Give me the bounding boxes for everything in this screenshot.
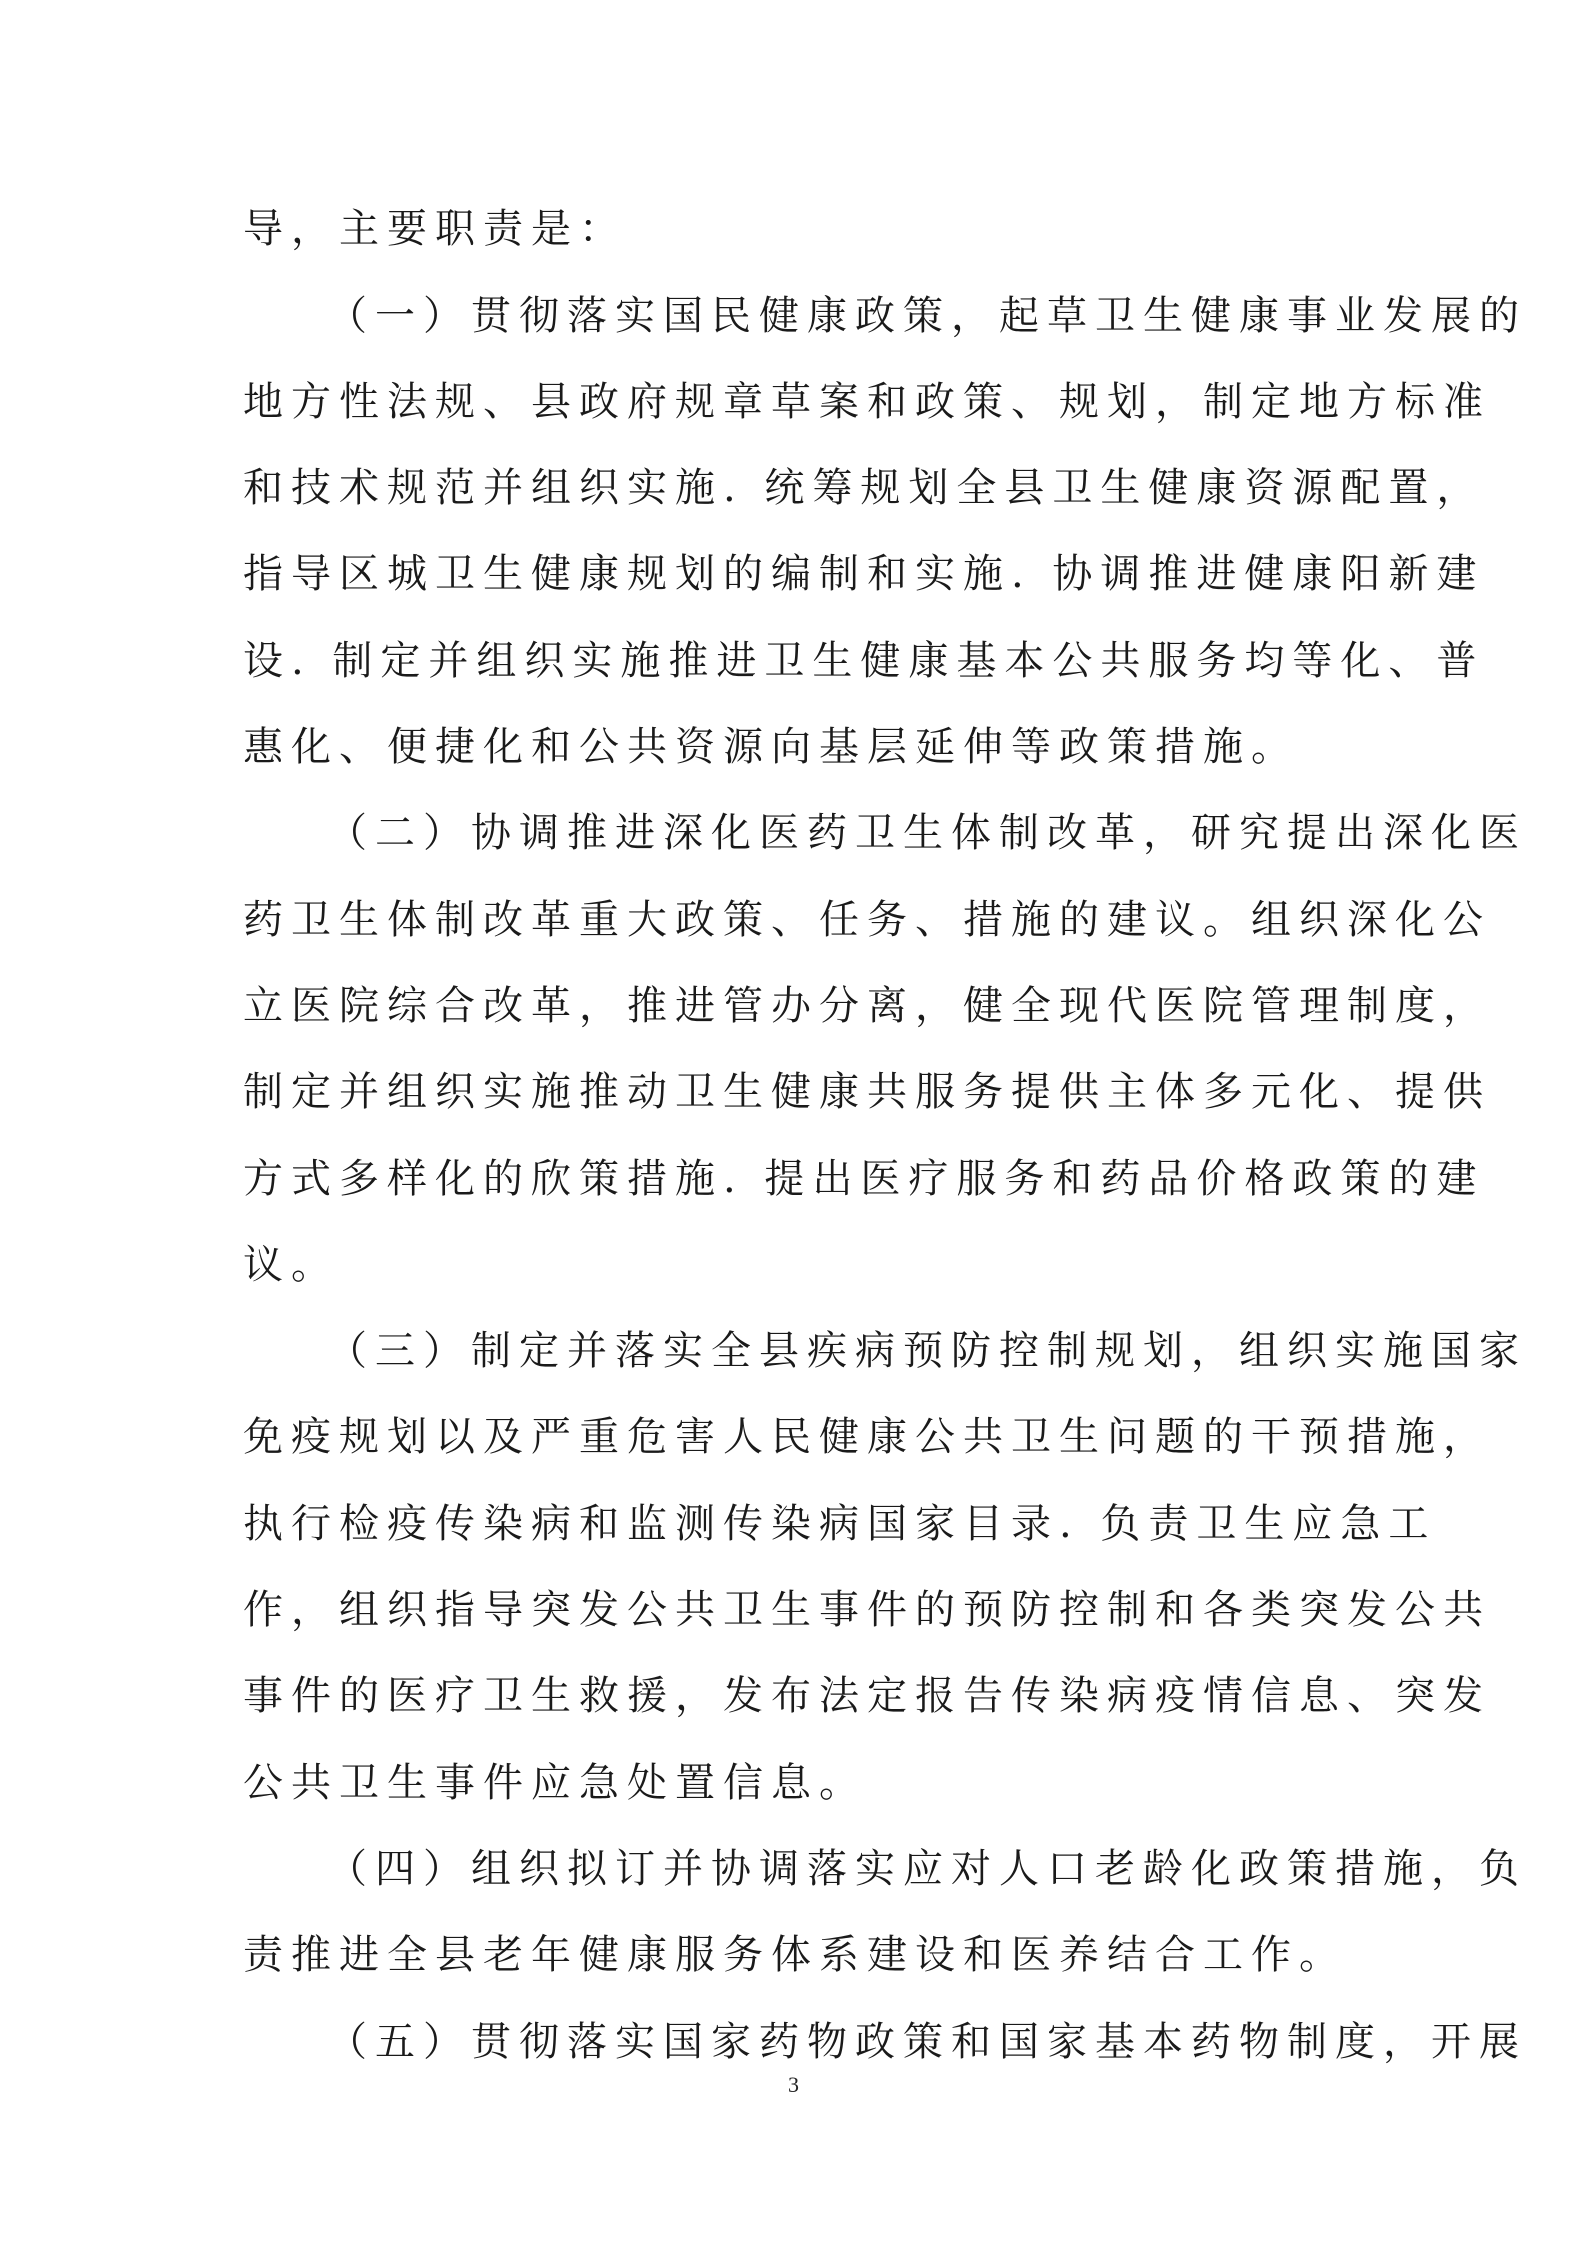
text-line: 地方性法规、县政府规章草案和政策、规划，制定地方标准	[243, 379, 1491, 425]
section-1-heading-line: （一）贯彻落实国民健康政策，起草卫生健康事业发展的	[327, 293, 1527, 339]
text-line: 设. 制定并组织实施推进卫生健康基本公共服务均等化、普	[243, 638, 1485, 684]
text-line: 作，组织指导突发公共卫生事件的预防控制和各类突发公共	[243, 1587, 1491, 1633]
text-line: 免疫规划以及严重危害人民健康公共卫生问题的干预措施，	[243, 1414, 1491, 1460]
section-5-heading-line: （五）贯彻落实国家药物政策和国家基本药物制度，开展	[327, 2019, 1527, 2065]
text-line: 议。	[243, 1242, 339, 1288]
text-line: 惠化、便捷化和公共资源向基层延伸等政策措施。	[243, 724, 1299, 770]
text-line: 指导区城卫生健康规划的编制和实施. 协调推进健康阳新建	[243, 551, 1485, 597]
text-line: 和技术规范并组织实施. 统筹规划全县卫生健康资源配置，	[243, 465, 1485, 511]
text-line: 执行检疫传染病和监测传染病国家目录. 负责卫生应急工	[243, 1501, 1437, 1547]
text-line: 导，主要职责是：	[243, 206, 627, 252]
text-line: 事件的医疗卫生救援，发布法定报告传染病疫情信息、突发	[243, 1673, 1491, 1719]
text-line: 方式多样化的欣策措施. 提出医疗服务和药品价格政策的建	[243, 1156, 1485, 1202]
text-line: 公共卫生事件应急处置信息。	[243, 1760, 867, 1806]
section-4-heading-line: （四）组织拟订并协调落实应对人口老龄化政策措施，负	[327, 1846, 1527, 1892]
section-3-heading-line: （三）制定并落实全县疾病预防控制规划，组织实施国家	[327, 1328, 1527, 1374]
text-line: 责推进全县老年健康服务体系建设和医养结合工作。	[243, 1932, 1347, 1978]
text-line: 制定并组织实施推动卫生健康共服务提供主体多元化、提供	[243, 1069, 1491, 1115]
page-number: 3	[788, 2072, 799, 2097]
section-2-heading-line: （二）协调推进深化医药卫生体制改革，研究提出深化医	[327, 810, 1527, 856]
text-line: 药卫生体制改革重大政策、任务、措施的建议。组织深化公	[243, 897, 1491, 943]
text-line: 立医院综合改革，推进管办分离，健全现代医院管理制度，	[243, 983, 1491, 1029]
